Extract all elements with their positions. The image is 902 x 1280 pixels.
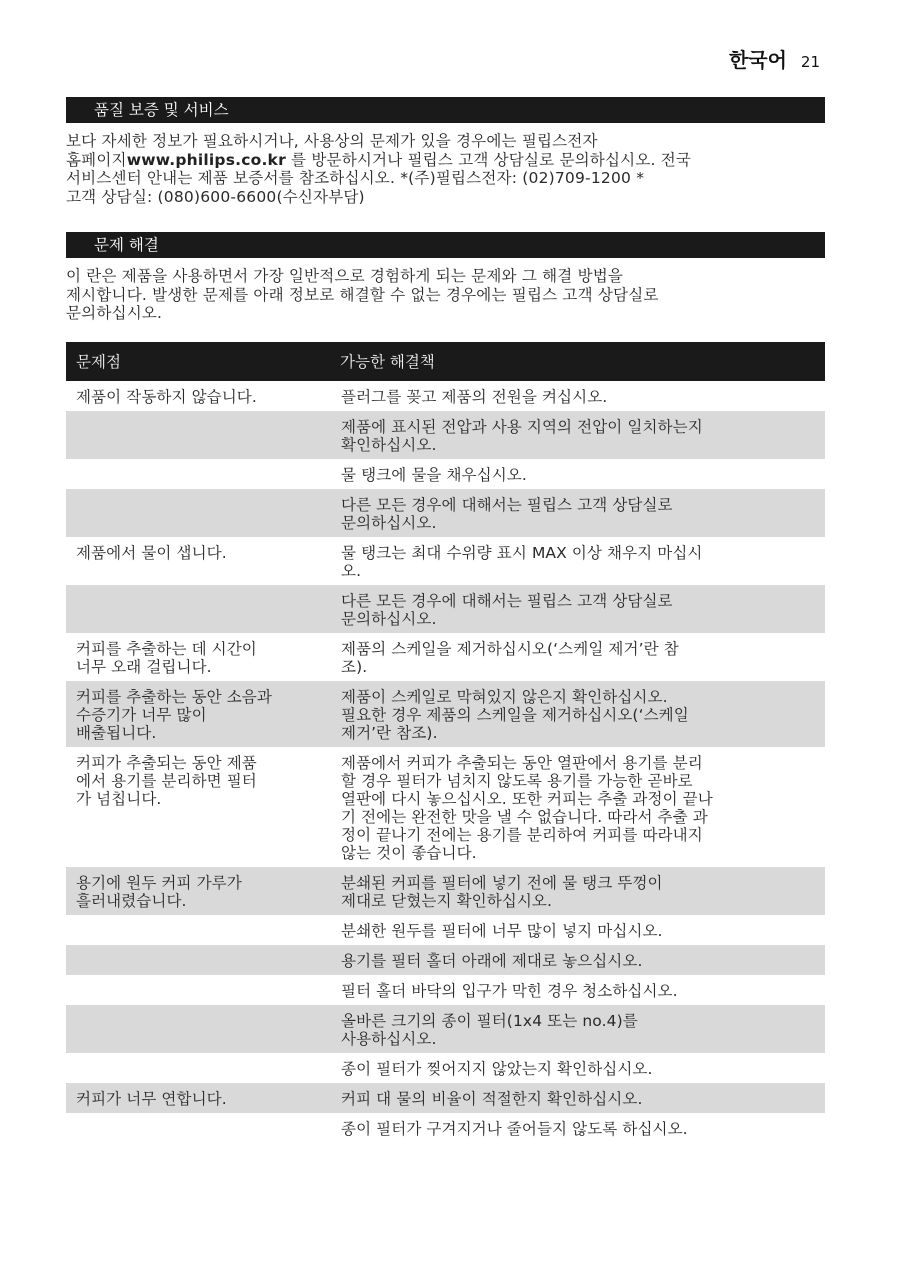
- solution-cell: 분쇄된 커피를 필터에 넣기 전에 물 탱크 뚜껑이 제대로 닫혔는지 확인하십시오.: [341, 873, 663, 910]
- solution-cell: 제품에 표시된 전압과 사용 지역의 전압이 일치하는지 확인하십시오.: [341, 417, 703, 454]
- page-content: [66, 97, 825, 1143]
- warranty-text-1: 보다 자세한 정보가 필요하시거나, 사용상의 문제가 있을 경우에는 필립스전자 홈페이지: [66, 132, 598, 169]
- solution-cell: 분쇄한 원두를 필터에 너무 많이 넣지 마십시오.: [341, 921, 663, 940]
- solution-cell: 올바른 크기의 종이 필터(1x4 또는 no.4)를 사용하십시오.: [341, 1011, 638, 1048]
- solution-cell: 종이 필터가 찢어지지 않았는지 확인하십시오.: [341, 1059, 653, 1078]
- column-header-problem: 문제점: [76, 353, 121, 371]
- problem-cell: 커피가 추출되는 동안 제품 에서 용기를 분리하면 필터 가 넘칩니다.: [76, 753, 257, 808]
- problem-cell: [66, 411, 334, 459]
- table-row: [66, 681, 825, 747]
- table-row: [66, 945, 825, 975]
- problem-cell: 커피가 너무 연합니다.: [76, 1089, 227, 1108]
- solution-cell: 제품에서 커피가 추출되는 동안 열판에서 용기를 분리 할 경우 필터가 넘치지 않도록 용기를 가능한 곧바로 열판에 다시 놓으십시오. 또한 커피는 추출 과정이 끝나 기 전에는 완전한 맛을 낼 수 없습니다. 따라서 추출 과 정이 끝나기 전에는 용기를 분리하여 커피를 따라내지 않는 것이 좋습니다.: [341, 753, 713, 862]
- table-row: [66, 1083, 825, 1113]
- table-row: [66, 585, 825, 633]
- table-row: [66, 489, 825, 537]
- table-row: [66, 411, 825, 459]
- warranty-section-title: 품질 보증 및 서비스: [66, 97, 825, 123]
- solution-cell: 제품의 스케일을 제거하십시오(‘스케일 제거’란 참 조).: [341, 639, 679, 676]
- warranty-text-2: 를 방문하시거나 필립스 고객 상담실로 문의하십시오. 전국 서비스센터 안내는 제품 보증서를 참조하십시오. *(주)필립스전자: (02)709-1200 * 고객 상담실: (080)600-6600(수신자부담): [66, 150, 692, 206]
- problem-cell: 커피를 추출하는 동안 소음과 수증기가 너무 많이 배출됩니다.: [76, 687, 272, 742]
- solution-cell: 물 탱크는 최대 수위량 표시 MAX 이상 채우지 마십시 오.: [341, 543, 703, 580]
- problem-cell: [66, 975, 334, 1005]
- problem-cell: [66, 1113, 334, 1143]
- problem-cell: [66, 915, 334, 945]
- table-row: [66, 747, 825, 867]
- solution-cell: 제품이 스케일로 막혀있지 않은지 확인하십시오. 필요한 경우 제품의 스케일을 제거하십시오(‘스케일 제거’란 참조).: [341, 687, 689, 742]
- table-row: [66, 867, 825, 915]
- warranty-paragraph: [66, 132, 825, 206]
- table-row: [66, 459, 825, 489]
- solution-cell: 필터 홀더 바닥의 입구가 막힌 경우 청소하십시오.: [341, 981, 678, 1000]
- solution-cell: 플러그를 꽂고 제품의 전원을 켜십시오.: [341, 387, 608, 406]
- troubleshooting-table: [66, 342, 825, 1143]
- solution-cell: 용기를 필터 홀더 아래에 제대로 놓으십시오.: [341, 951, 643, 970]
- problem-cell: [66, 585, 334, 633]
- table-body: [66, 381, 825, 1143]
- troubleshooting-section-title: 문제 해결: [66, 232, 825, 258]
- column-header-solution: 가능한 해결책: [340, 353, 435, 371]
- problem-cell: 제품에서 물이 샙니다.: [76, 543, 227, 562]
- table-row: [66, 1113, 825, 1143]
- language-label: 한국어: [728, 48, 787, 72]
- page-number: 21: [800, 53, 820, 71]
- problem-cell: [66, 489, 334, 537]
- page-header: [729, 44, 820, 73]
- problem-cell: [66, 459, 334, 489]
- philips-website-link[interactable]: www.philips.co.kr: [126, 150, 286, 169]
- table-row: [66, 975, 825, 1005]
- table-header: [66, 342, 825, 381]
- solution-cell: 다른 모든 경우에 대해서는 필립스 고객 상담실로 문의하십시오.: [341, 495, 673, 532]
- table-row: [66, 1005, 825, 1053]
- table-row: [66, 915, 825, 945]
- table-row: [66, 381, 825, 411]
- table-row: [66, 1053, 825, 1083]
- solution-cell: 커피 대 물의 비율이 적절한지 확인하십시오.: [341, 1089, 643, 1108]
- problem-cell: 커피를 추출하는 데 시간이 너무 오래 걸립니다.: [76, 639, 257, 676]
- solution-cell: 물 탱크에 물을 채우십시오.: [341, 465, 527, 484]
- problem-cell: [66, 945, 334, 975]
- solution-cell: 다른 모든 경우에 대해서는 필립스 고객 상담실로 문의하십시오.: [341, 591, 673, 628]
- problem-cell: 용기에 원두 커피 가루가 흘러내렸습니다.: [76, 873, 242, 910]
- solution-cell: 종이 필터가 구겨지거나 줄어들지 않도록 하십시오.: [341, 1119, 688, 1138]
- problem-cell: [66, 1005, 334, 1053]
- table-row: [66, 633, 825, 681]
- problem-cell: [66, 1053, 334, 1083]
- troubleshooting-intro: 이 란은 제품을 사용하면서 가장 일반적으로 경험하게 되는 문제와 그 해결 방법을 제시합니다. 발생한 문제를 아래 정보로 해결할 수 없는 경우에는 필립스 고객 상담실로 문의하십시오.: [66, 267, 659, 322]
- problem-cell: 제품이 작동하지 않습니다.: [76, 387, 257, 406]
- table-row: [66, 537, 825, 585]
